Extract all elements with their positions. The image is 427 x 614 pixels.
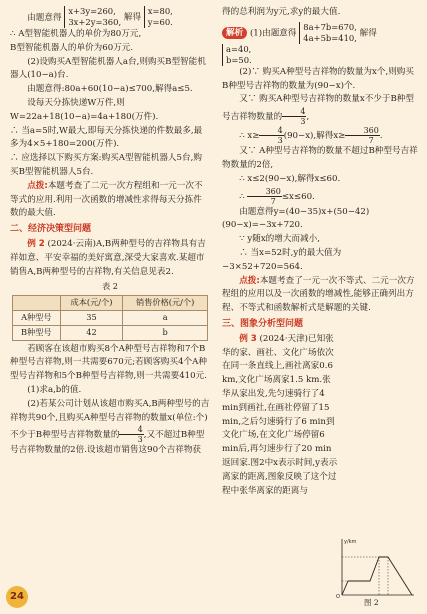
fraction — [282, 107, 306, 126]
equation: y=60. — [147, 17, 173, 27]
equation-system — [299, 22, 357, 44]
example-label: 例 3 — [239, 333, 257, 344]
question — [10, 398, 210, 458]
text: . — [379, 131, 383, 142]
text: (90−x),解得x≥ — [283, 131, 346, 142]
section-title: 三、图象分析型问题 — [222, 318, 304, 329]
example-label: 例 2 — [27, 238, 45, 249]
denominator: 3 — [300, 117, 306, 127]
table-cell: 35 — [60, 310, 123, 325]
paragraph: ∴ 当x=52时,y的最大值为−3×52+720=564. — [222, 247, 342, 272]
table-cell: b — [123, 325, 208, 340]
numerator: 360 — [345, 126, 379, 136]
numerator: 4 — [119, 425, 143, 435]
paragraph: 由题意得y=(40−35)x+(50−42)(90−x)=−3x+720. — [222, 206, 370, 231]
table-row — [13, 325, 208, 340]
paragraph: B型智能机器人的单价为60万元. — [10, 42, 134, 53]
solution-line — [222, 22, 420, 44]
table-cell: a — [123, 310, 208, 325]
paragraph: 得的总利润为y元,求y的最大值. — [222, 7, 341, 17]
table-cell: 42 — [60, 325, 123, 340]
paragraph — [222, 93, 420, 126]
equation: a=40, — [226, 43, 252, 54]
denominator: 3 — [277, 136, 283, 146]
page-number: 24 — [6, 586, 28, 608]
y-axis-label: y/km — [344, 539, 357, 545]
text: 解得 — [123, 12, 142, 23]
fraction — [345, 126, 379, 145]
right-column — [222, 4, 420, 498]
numerator: 4 — [259, 126, 283, 136]
table-row — [13, 310, 208, 325]
text: ∴ x≥ — [239, 131, 260, 142]
paragraph: (2)∵ 购买A种型号吉祥物的数量为x个,则购买B种型号吉祥物的数量为(90−x)个. — [222, 66, 414, 91]
example-paragraph — [10, 238, 210, 279]
equation: 4a+5b=410, — [303, 32, 357, 43]
paragraph: 由题意得:80a+60(10−a)≤700,解得a≤5. — [27, 84, 193, 95]
paragraph — [222, 126, 420, 145]
example-paragraph — [222, 333, 420, 499]
example-text: (2024·云南)A,B两种型号的吉祥物具有吉祥如意、平安幸福的美好寓意,深受大家喜欢.某超市销售A,B两种型号的吉祥物,有关信息见表2. — [10, 238, 206, 277]
table-caption: 表 2 — [102, 281, 118, 292]
paragraph: 又∵ A种型号吉祥物的数量不超过B种型号吉祥物数量的2倍, — [222, 146, 418, 170]
paragraph — [222, 187, 420, 206]
denominator: 7 — [368, 136, 374, 146]
text: ≤x≤60. — [281, 191, 315, 202]
note-paragraph — [10, 180, 210, 221]
denominator: 7 — [270, 196, 276, 206]
paragraph: 若顾客在该超市购买8个A种型号吉祥物和7个B种型号吉祥物,则一共需要670元;若顾客购买4个A种型号吉祥物和5个B种型号吉祥物,则一共需要410元. — [10, 343, 207, 382]
text: , — [306, 112, 310, 123]
table-cell: B种型号 — [13, 325, 61, 340]
origin-label: O — [336, 594, 340, 599]
section-title: 二、经济决策型问题 — [10, 224, 92, 235]
note-label: 点拨: — [27, 180, 48, 191]
table-cell: A种型号 — [13, 310, 61, 325]
table-header — [13, 296, 61, 311]
fraction — [259, 126, 283, 145]
text: ,又不超过B种型号吉祥物数量的2倍.设该超市销售这90个吉祥物获 — [10, 430, 205, 456]
denominator: 3 — [137, 435, 143, 445]
numerator: 4 — [282, 107, 306, 117]
example-text: (2024·天津)已知张华的家、画社、文化广场依次在同一条直线上,画社离家0.6 km,文化广场离家1.5 km.张华从家出发,先匀速骑行了4 min到画社,在画社停留了15 min,之后匀速骑行了6 min到文化广场,在文化广场停留6 min后,再匀速步行了20 min返回家.图2中x表示时间,y表示离家的距离,图象反映了这个过程中张华离家的距离与 — [222, 333, 338, 496]
note-text: 本题考查了一元一次不等式、二元一次方程组的应用以及一次函数的增减性,能够正确列出方程、不等式和函数解析式是解题的关键. — [222, 275, 415, 314]
equation: b=50. — [226, 54, 252, 65]
equation: x+3y=260, — [68, 6, 116, 16]
figure-caption: 图 2 — [364, 598, 379, 607]
paragraph: ∴ 应选择以下购买方案:购买A型智能机器人5台,购买B型智能机器人5台. — [10, 153, 202, 177]
equation: 8a+7b=670, — [303, 21, 357, 32]
solution-system — [222, 44, 420, 66]
paragraph: (2)设购买A型智能机器人a台,则购买B型智能机器人(10−a)台. — [10, 56, 206, 81]
note-text: 本题考查了二元一次方程组和一元一次不等式的应用.利用一次函数的增减性求得每天分拣件数的最大值. — [10, 180, 203, 219]
equation: 3x+2y=360, — [68, 17, 122, 27]
paragraph: ∴ 当a=5时,W最大,即每天分拣快递的件数最多,最多为4×5+180=200(万件). — [10, 125, 203, 150]
distance-time-figure — [334, 535, 416, 599]
solution-brace — [222, 44, 252, 66]
question: (1)求a,b的值. — [27, 384, 82, 395]
note-paragraph — [222, 275, 420, 316]
equation: x=80, — [147, 6, 173, 16]
paragraph: 设每天分拣快递W万件,则W=22a+18(10−a)=4a+180(万件). — [10, 97, 159, 122]
text: (2)若某公司计划从该超市购买A,B两种型号的吉祥物共90个,且购买A种型号吉祥物的数量x(单位:个)不少于B种型号吉祥物数量的 — [10, 398, 210, 441]
note-label: 点拨: — [239, 275, 260, 286]
fraction — [119, 425, 143, 444]
paragraph: ∵ y随x的增大而减小, — [239, 234, 320, 245]
analysis-badge: 解析 — [222, 27, 247, 39]
text: ∴ — [239, 191, 248, 202]
text: 由题意得 — [27, 12, 62, 23]
paragraph: ∴ A型智能机器人的单价为80万元, — [10, 29, 142, 39]
paragraph: ∴ x≤2(90−x),解得x≤60. — [239, 173, 341, 184]
table-header: 成本(元/个) — [60, 296, 123, 311]
text: (1)由题意得 — [249, 28, 297, 39]
product-table — [12, 295, 208, 340]
solution-system-line — [10, 6, 210, 28]
table-header-row — [13, 296, 208, 311]
solution-system — [144, 6, 173, 28]
table-header: 销售价格(元/个) — [123, 296, 208, 311]
text: 解得 — [359, 28, 377, 39]
left-column — [10, 4, 210, 458]
equation-system — [64, 6, 121, 28]
numerator: 360 — [247, 187, 281, 197]
fraction — [247, 187, 281, 206]
text: 又∵ 购买A种型号吉祥物的数量x不少于B种型号吉祥物数量的 — [222, 94, 414, 123]
distance-line — [342, 557, 412, 595]
